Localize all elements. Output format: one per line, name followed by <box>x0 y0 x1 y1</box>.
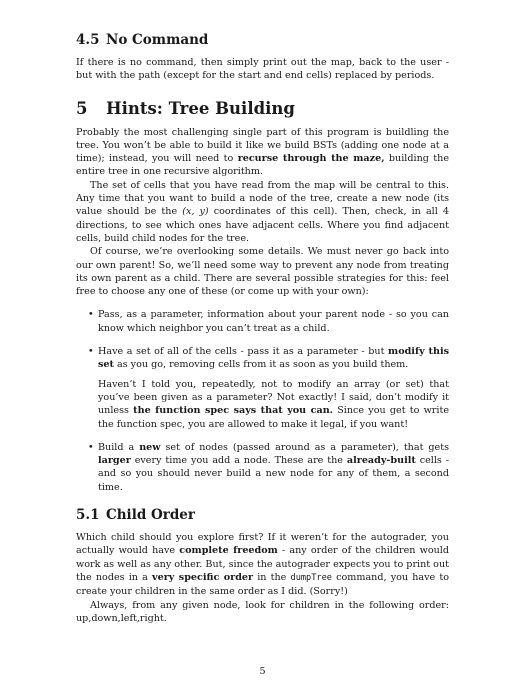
tree-building-paragraph-1: Probably the most challenging single part of this program is buildling the tree. You won’t be able to build it like we build BSTs (adding one node at a time); instead, you will need to recurse through the maze, building the entire tree in one recursive algorithm. <box>76 126 449 178</box>
bullet-icon: • <box>88 309 94 321</box>
list-item: • Build a new set of nodes (passed around as a parameter), that gets larger every time you add a node. These are the already-built cells - and so you should never build a new node for any of them, a second time. <box>88 441 450 493</box>
strategy-list <box>76 308 449 494</box>
section-number: 5.1 <box>76 507 100 524</box>
section-number: 5 <box>76 98 88 118</box>
section-heading-4-5 <box>76 32 449 48</box>
section-number: 4.5 <box>76 32 100 48</box>
coordinates-math: (x, y) <box>182 206 209 218</box>
list-item: • Have a set of all of the cells - pass it as a parameter - but modify this set as you go, removing cells from it as soon as you build them. Haven’t I told you, repeatedly, not to modify an array (or set) that you’ve been given as a parameter? Not exactly! I said, don’t modify it unless the function spec says that you can. Since you get to write the function spec, you are allowed to make it legal, if you want! <box>88 346 449 430</box>
child-order-paragraph-2: Always, from any given node, look for children in the following order: up,down,left,right. <box>76 599 449 624</box>
no-command-paragraph: If there is no command, then simply print out the map, back to the user - but with the path (except for the start and end cells) replaced by periods. <box>76 57 449 82</box>
list-item: • Pass, as a parameter, information about your parent node - so you can know which neighbor you can’t treat as a child. <box>88 309 449 334</box>
child-order-paragraph-1: Which child should you explore first? If it weren’t for the autograder, you actually would have complete freedom - any order of the children would work as well as any other. But, since the autograder expects you to print out the nodes in a very specific order in the dumpTree command, you have to create your children in the same order as I did. (Sorry!) <box>76 532 450 598</box>
section-heading-5-1 <box>76 507 449 523</box>
emphasis: recurse through the maze, <box>237 153 385 165</box>
dumptree-code: dumpTree <box>290 572 332 583</box>
tree-building-paragraph-3: Of course, we’re overlooking some details. We must never go back into our own parent! So, we’ll need some way to prevent any node from treating its own parent as a child. There are several possible strategies for this: feel free to choose any one of these (or come up with your own): <box>76 246 449 298</box>
bullet-icon: • <box>88 441 94 453</box>
bullet-icon: • <box>88 346 94 358</box>
page-number: 5 <box>259 666 266 677</box>
section-title: Child Order <box>106 507 195 524</box>
tree-building-paragraph-2: The set of cells that you have read from the map will be central to this. Any time that you want to build a node of the tree, create a new node (its value should be the (x, y) coordinates of this cell). Then, check, in all 4 directions, to see which ones have adjacent cells. Where you find adjacent cells, build child nodes for the tree. <box>76 179 449 244</box>
section-title: No Command <box>106 32 209 48</box>
section-heading-5 <box>76 99 449 118</box>
section-title: Hints: Tree Building <box>106 98 295 118</box>
